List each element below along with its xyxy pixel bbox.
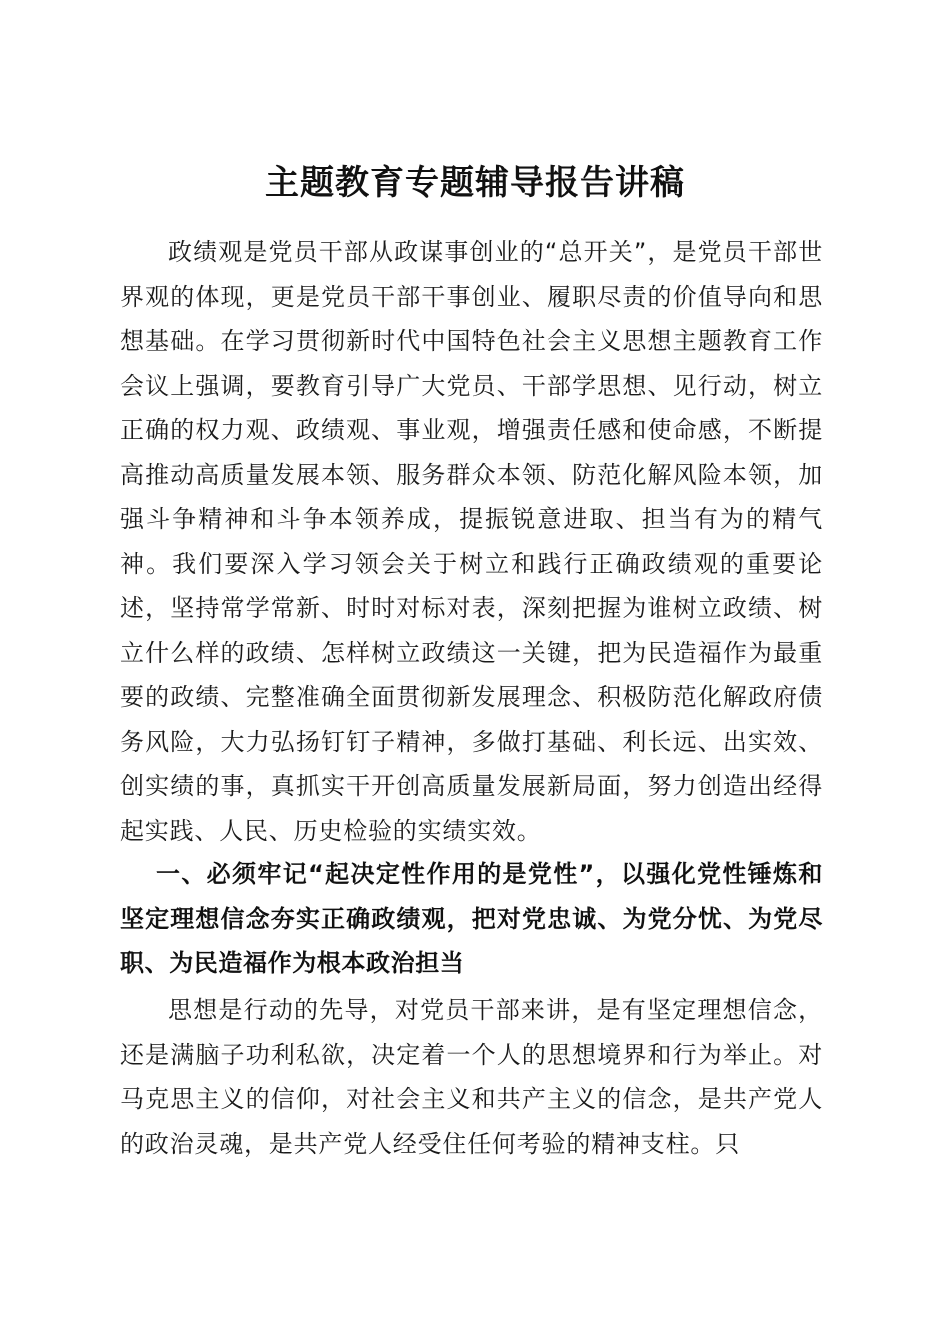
section-1-paragraph: 思想是行动的先导，对党员干部来讲，是有坚定理想信念，还是满脑子功利私欲，决定着一个人的思想境界和行为举止。对马克思主义的信仰，对社会主义和共产主义的信念，是共产党人的政治灵魂，是共产党人经受住任何考验的精神支柱。只 — [120, 996, 823, 1158]
intro-paragraph: 政绩观是党员干部从政谋事创业的“总开关”，是党员干部世界观的体现，更是党员干部干事创业、履职尽责的价值导向和思想基础。在学习贯彻新时代中国特色社会主义思想主题教育工作会议上强调，要教育引导广大党员、干部学思想、见行动，树立正确的权力观、政绩观、事业观，增强责任感和使命感，不断提高推动高质量发展本领、服务群众本领、防范化解风险本领，加强斗争精神和斗争本领养成，提振锐意进取、担当有为的精气神。我们要深入学习领会关于树立和践行正确政绩观的重要论述，坚持常学常新、时时对标对表，深刻把握为谁树立政绩、树立什么样的政绩、怎样树立政绩这一关键，把为民造福作为最重要的政绩、完整准确全面贯彻新发展理念、积极防范化解政府债务风险，大力弘扬钉钉子精神，多做打基础、利长远、出实效、创实绩的事，真抓实干开创高质量发展新局面，努力创造出经得起实践、人民、历史检验的实绩实效。 — [120, 238, 823, 845]
document-title: 主题教育专题辅导报告讲稿 — [265, 162, 685, 203]
section-heading-1: 一、必须牢记“起决定性作用的是党性”，以强化党性锤炼和坚定理想信念夯实正确政绩观，把对党忠诚、为党分忧、为党尽职、为民造福作为根本政治担当 — [120, 860, 823, 977]
